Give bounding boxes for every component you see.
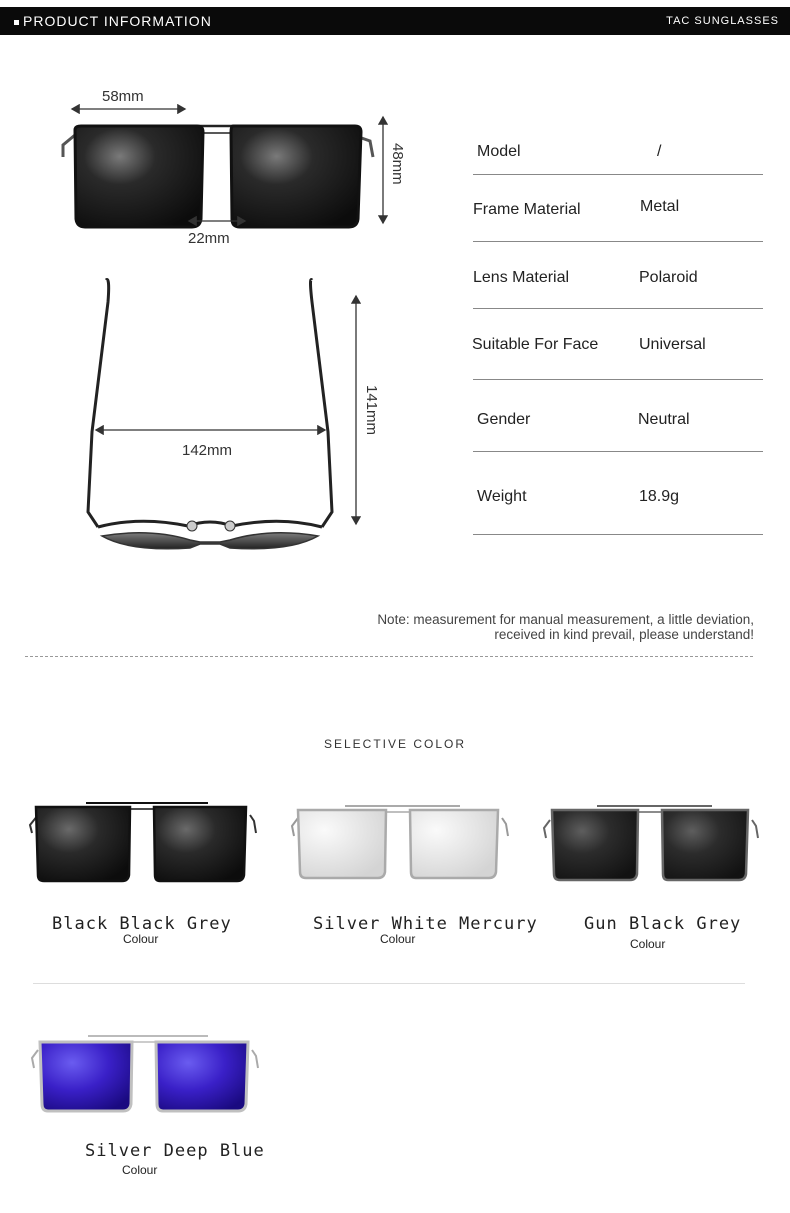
lens-height-label: 48mm	[389, 143, 406, 185]
spec-value: Universal	[639, 336, 706, 353]
spec-row	[473, 452, 763, 535]
glasses-black-black-grey	[28, 795, 258, 895]
color-sub-label: Colour	[630, 937, 666, 951]
spec-label: Frame Material	[473, 201, 581, 218]
glasses-silver-white-mercury	[290, 798, 510, 888]
glasses-silver-deep-blue	[30, 1030, 260, 1120]
header-brand: TAC SUNGLASSES	[666, 15, 779, 27]
front-view-diagram	[55, 95, 415, 245]
spec-value: Metal	[640, 198, 680, 215]
color-sub-label: Colour	[123, 932, 159, 946]
measurement-note	[377, 612, 754, 642]
section-title: SELECTIVE COLOR	[323, 737, 467, 751]
lens-width-label: 58mm	[102, 88, 144, 105]
header-title: PRODUCT INFORMATION	[14, 13, 212, 29]
bridge-label: 22mm	[188, 230, 230, 247]
top-view-diagram	[80, 272, 380, 557]
spec-row	[473, 380, 763, 452]
note-line: received in kind prevail, please understand!	[494, 627, 754, 642]
spec-label: Weight	[477, 488, 527, 505]
temple-length-label: 141mm	[363, 385, 380, 436]
frame-width-label: 142mm	[182, 442, 233, 459]
header-bar	[0, 7, 790, 35]
note-line: Note: measurement for manual measurement, a little deviation,	[377, 612, 754, 627]
spec-label: Gender	[477, 411, 531, 428]
spec-row	[473, 108, 763, 175]
spec-value: Polaroid	[639, 269, 698, 286]
color-name: Silver Deep Blue	[85, 1141, 265, 1161]
solid-divider	[33, 983, 745, 984]
color-sub-label: Colour	[122, 1163, 158, 1177]
color-name: Silver White Mercury	[313, 914, 538, 934]
spec-row	[473, 242, 763, 309]
spec-row	[473, 175, 763, 242]
spec-label: Suitable For Face	[472, 336, 599, 353]
color-sub-label: Colour	[380, 932, 416, 946]
spec-label: Model	[477, 143, 521, 160]
color-name: Black Black Grey	[52, 914, 232, 934]
spec-value: 18.9g	[639, 488, 680, 505]
dashed-divider	[25, 656, 753, 657]
spec-label: Lens Material	[473, 269, 570, 286]
spec-value: /	[657, 143, 662, 160]
color-name: Gun Black Grey	[584, 914, 742, 934]
spec-row	[473, 309, 763, 380]
glasses-gun-black-grey	[542, 800, 760, 890]
spec-value: Neutral	[638, 411, 690, 428]
